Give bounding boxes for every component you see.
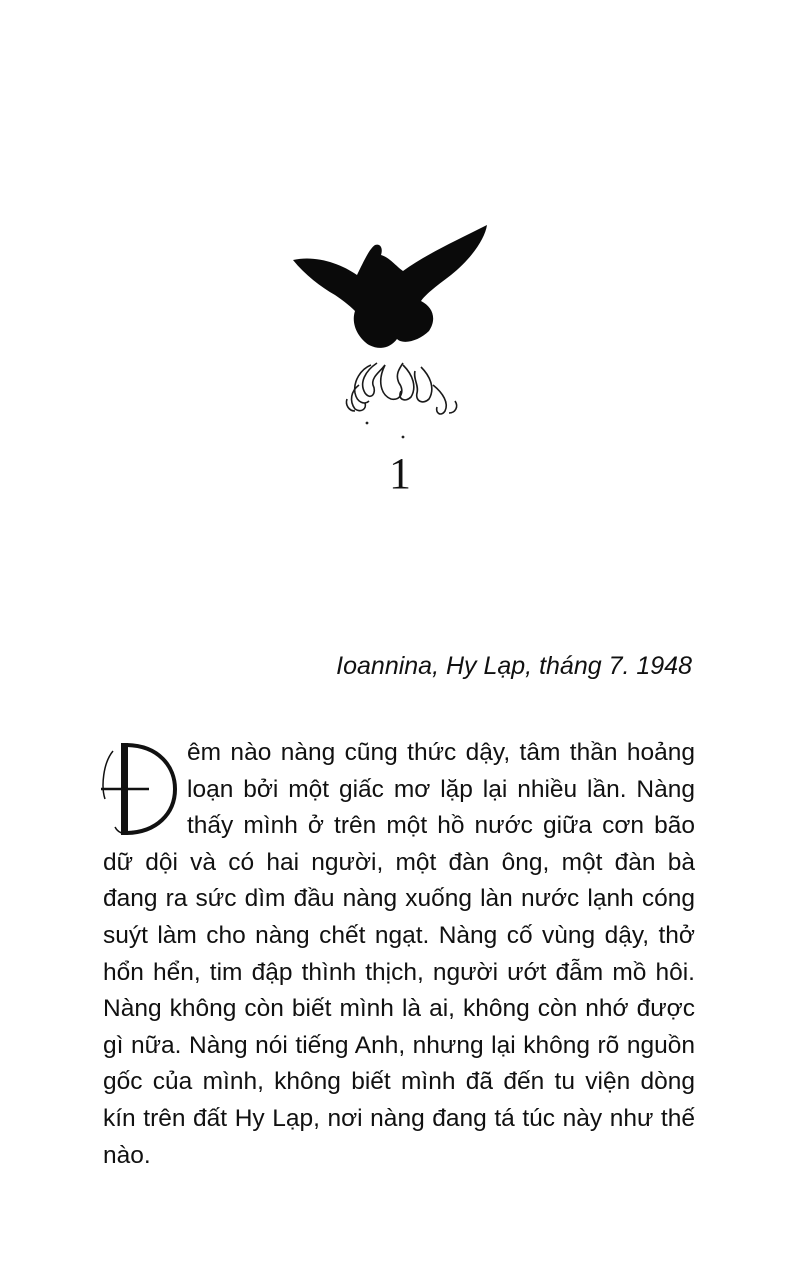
body-paragraph: êm nào nàng cũng thức dậy, tâm thần hoảng loạn bởi một giấc mơ lặp lại nhiều lần. Nàng thấy mình ở trên một hồ nước giữa cơn bão dữ dội và có hai người, một đàn ông, một đàn bà đang ra sức dìm đầu nàng xuống làn nước lạnh cóng suýt làm cho nàng chết ngạt. Nàng cố vùng dậy, thở hổn hển, tim đập thình thịch, người ướt đẫm mồ hôi. Nàng không còn biết mình là ai, không còn nhớ được gì nữa. Nàng nói tiếng Anh, nhưng lại không rõ nguồn gốc của mình, không biết mình đã đến tu viện dòng kín trên đất Hy Lạp, nơi nàng đang tá túc này như thế nào. [103, 739, 695, 1169]
dateline: Ioannina, Hy Lạp, tháng 7. 1948 [336, 652, 692, 680]
flames [346, 363, 456, 414]
dove-silhouette [293, 225, 487, 348]
chapter-body [103, 735, 695, 1174]
chapter-number: 1 [389, 449, 411, 498]
dove-over-flames-icon [285, 215, 495, 440]
dropcap [99, 737, 179, 839]
